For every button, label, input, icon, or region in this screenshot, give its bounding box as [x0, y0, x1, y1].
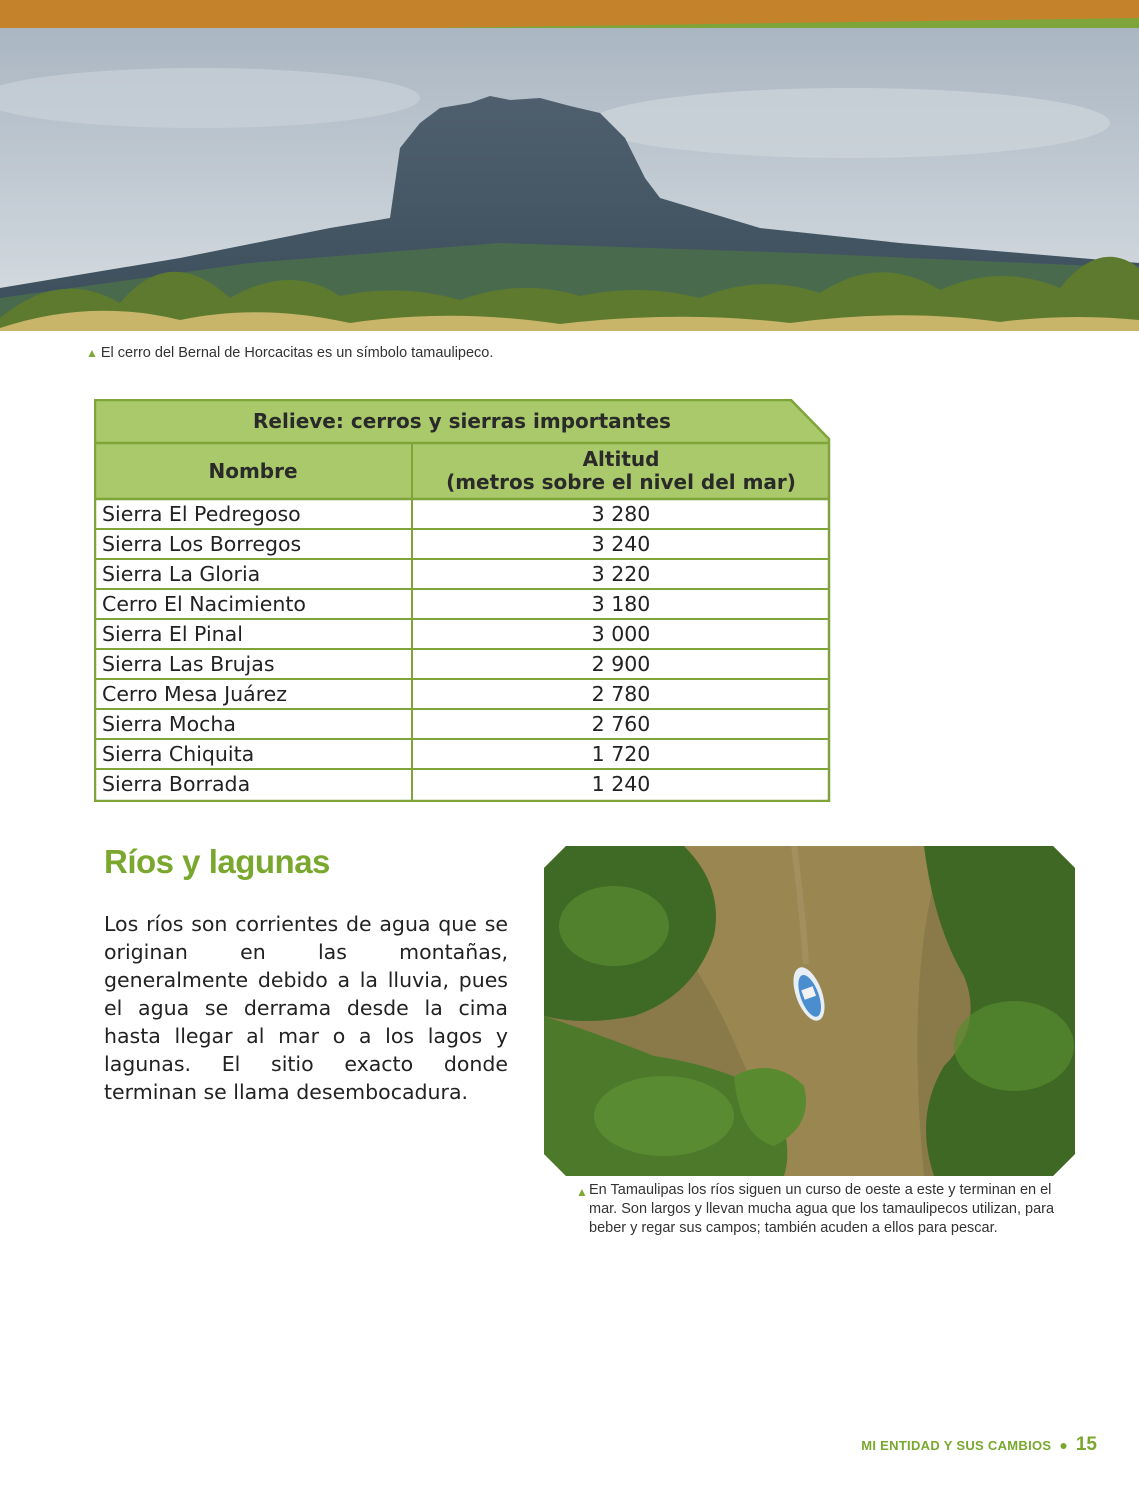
- cell-name: Sierra Mocha: [102, 712, 236, 736]
- bernal-horcacitas-photo: [0, 28, 1139, 331]
- caption-triangle-icon: ▲: [576, 1185, 588, 1199]
- mountain-photo-caption: ▲ El cerro del Bernal de Horcacitas es un símbolo tamaulipeco.: [86, 345, 494, 361]
- table-body: [94, 499, 830, 799]
- table-row: [94, 739, 830, 769]
- relief-table: [94, 399, 831, 802]
- table-row: [94, 619, 830, 649]
- table-row: [94, 769, 830, 799]
- footer-book-title: MI ENTIDAD Y SUS CAMBIOS: [861, 1437, 1052, 1453]
- table-row: [94, 559, 830, 589]
- river-aerial-photo: [544, 846, 1075, 1176]
- table-row: [94, 649, 830, 679]
- column-header-altitude: [412, 443, 830, 499]
- cell-altitude: 3 220: [591, 562, 651, 586]
- table-row: [94, 709, 830, 739]
- cell-name: Sierra Las Brujas: [102, 652, 275, 676]
- cell-altitude: 3 180: [591, 592, 651, 616]
- altitude-header-line1: Altitud: [582, 447, 660, 471]
- cell-name: Sierra El Pedregoso: [102, 502, 301, 526]
- caption-triangle-icon: ▲: [86, 346, 98, 360]
- cell-name: Sierra Chiquita: [102, 742, 255, 766]
- column-header-name: Nombre: [208, 459, 298, 483]
- cell-name: Sierra Los Borregos: [102, 532, 302, 556]
- table-row: [94, 529, 830, 559]
- cell-altitude: 1 720: [591, 742, 651, 766]
- table-title: Relieve: cerros y sierras importantes: [253, 409, 671, 433]
- cell-altitude: 2 780: [591, 682, 651, 706]
- section-title: Ríos y lagunas: [104, 843, 330, 880]
- section-body-text: Los ríos son corrientes de agua que se originan en las montañas, generalmente debido a la lluvia, pues el agua se derrama desde la cima hasta llegar al mar o a los lagos y lagunas. El sitio exacto donde terminan se llama desembocadura.: [104, 912, 508, 1104]
- cell-altitude: 1 240: [591, 772, 651, 796]
- page-number: 15: [1075, 1434, 1097, 1455]
- cell-altitude: 3 240: [591, 532, 651, 556]
- cell-name: Sierra El Pinal: [102, 622, 243, 646]
- cell-name: Cerro El Nacimiento: [102, 592, 306, 616]
- cell-altitude: 2 760: [591, 712, 651, 736]
- bullet-icon: ●: [1059, 1437, 1068, 1453]
- table-row: [94, 679, 830, 709]
- cell-altitude: 2 900: [591, 652, 651, 676]
- cell-name: Sierra Borrada: [102, 772, 251, 796]
- altitude-header-line2: (metros sobre el nivel del mar): [446, 470, 796, 494]
- table-row: [94, 499, 830, 529]
- cell-name: Sierra La Gloria: [102, 562, 261, 586]
- page-footer: [861, 1434, 1097, 1456]
- table-row: [94, 589, 830, 619]
- cell-altitude: 3 000: [591, 622, 651, 646]
- cell-name: Cerro Mesa Juárez: [102, 682, 288, 706]
- river-photo-caption: ▲ En Tamaulipas los ríos siguen un curso de oeste a este y terminan en el mar. Son largos y llevan mucha agua que los tamaulipecos utilizan, para beber y regar sus campos; también acuden a ellos para pescar.: [576, 1182, 1055, 1236]
- cell-altitude: 3 280: [591, 502, 651, 526]
